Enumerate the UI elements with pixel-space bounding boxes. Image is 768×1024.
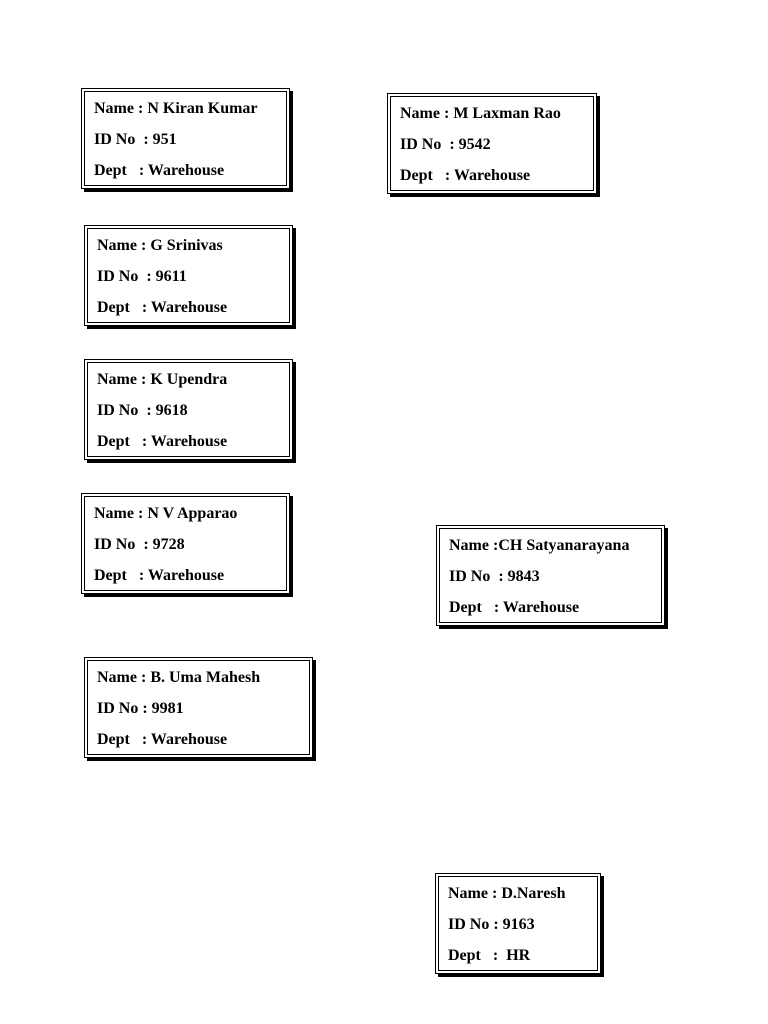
- employee-dept: Dept : HR: [448, 947, 531, 964]
- employee-dept: Dept : Warehouse: [94, 567, 225, 584]
- employee-name: Name : N Kiran Kumar: [94, 100, 258, 117]
- employee-id: ID No : 9728: [94, 536, 185, 553]
- employee-card-satyanarayana: [436, 525, 665, 626]
- employee-dept: Dept : Warehouse: [97, 731, 228, 748]
- employee-id: ID No : 9618: [97, 402, 188, 419]
- employee-id: ID No : 9163: [448, 916, 535, 933]
- employee-dept: Dept : Warehouse: [97, 433, 228, 450]
- employee-name: Name : B. Uma Mahesh: [97, 669, 261, 686]
- employee-id: ID No : 9611: [97, 268, 187, 285]
- employee-id: ID No : 9843: [449, 568, 540, 585]
- employee-card-laxman-rao: [387, 93, 597, 194]
- employee-id: ID No : 951: [94, 131, 177, 148]
- employee-id: ID No : 9542: [400, 136, 491, 153]
- employee-dept: Dept : Warehouse: [97, 299, 228, 316]
- employee-dept: Dept : Warehouse: [400, 167, 531, 184]
- employee-name: Name :CH Satyanarayana: [449, 537, 630, 554]
- employee-name: Name : M Laxman Rao: [400, 105, 561, 122]
- employee-card-apparao: [81, 493, 290, 594]
- employee-dept: Dept : Warehouse: [94, 162, 225, 179]
- employee-id: ID No : 9981: [97, 700, 184, 717]
- employee-card-uma-mahesh: [84, 657, 313, 758]
- employee-dept: Dept : Warehouse: [449, 599, 580, 616]
- employee-card-srinivas: [84, 225, 293, 326]
- employee-card-naresh: [435, 873, 601, 974]
- employee-name: Name : D.Naresh: [448, 885, 566, 902]
- employee-name: Name : K Upendra: [97, 371, 228, 388]
- employee-card-upendra: [84, 359, 293, 460]
- employee-name: Name : G Srinivas: [97, 237, 223, 254]
- employee-name: Name : N V Apparao: [94, 505, 238, 522]
- employee-card-kiran-kumar: [81, 88, 290, 189]
